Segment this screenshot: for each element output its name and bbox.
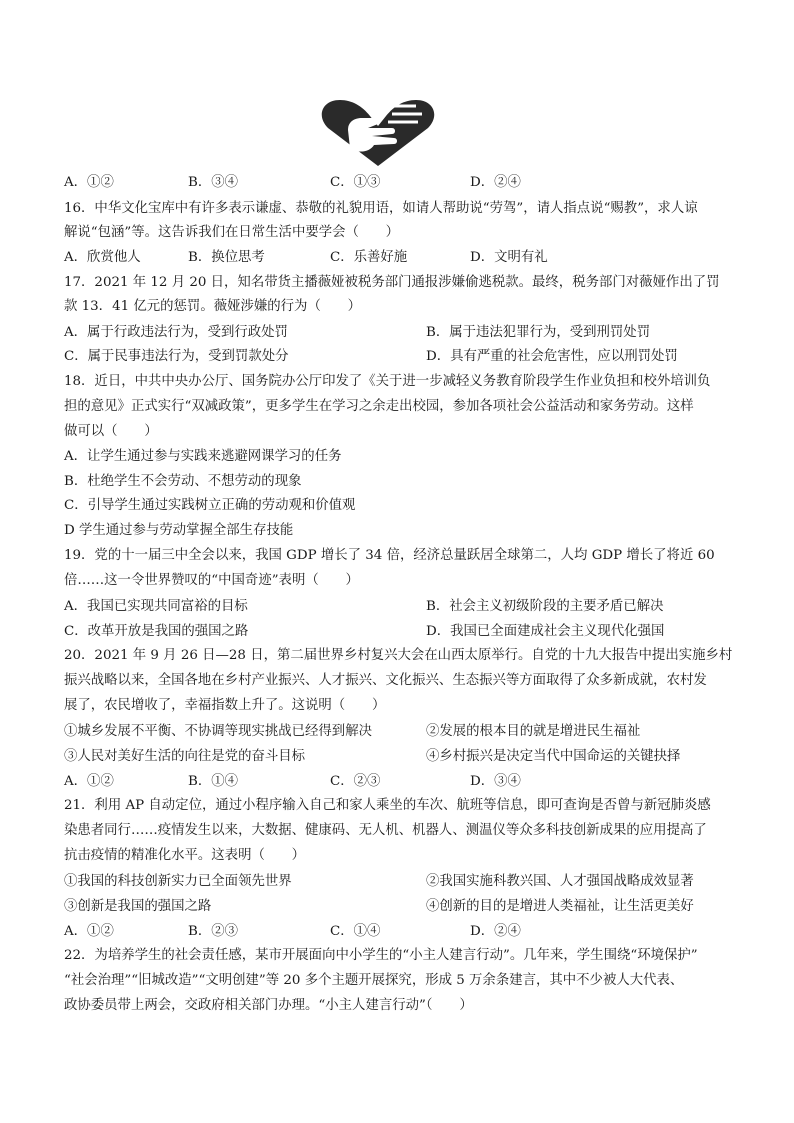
q20-stem-line-1: 20．2021 年 9 月 26 日—28 日，第二届世界乡村复兴大会在山西太原举行。自党的十九大报告中提出实施乡村 xyxy=(64,648,733,663)
q18-option-b: B．杜绝学生不会劳动、不想劳动的现象 xyxy=(64,474,302,489)
q19-option-c: C．改革开放是我国的强国之路 xyxy=(64,624,249,639)
q16-stem-line-2: 解说“包涵”等。这告诉我们在日常生活中要学会（ ） xyxy=(64,225,400,240)
q16-option-a: A．欣赏他人 xyxy=(64,250,141,265)
q15-option-c: C．①③ xyxy=(330,175,381,190)
q21-option-d: D．②④ xyxy=(470,924,521,939)
q17-stem-line-2: 款 13．41 亿元的惩罚。薇娅涉嫌的行为（ ） xyxy=(64,299,362,314)
q20-option-c: C．②③ xyxy=(330,774,381,789)
q19-option-d: D．我国已全面建成社会主义现代化强国 xyxy=(426,624,665,639)
q20-statement-3: ③人民对美好生活的向往是党的奋斗目标 xyxy=(64,749,306,764)
q17-option-b: B．属于违法犯罪行为，受到刑罚处罚 xyxy=(426,325,651,340)
q16-option-c: C．乐善好施 xyxy=(330,250,408,265)
q21-option-a: A．①② xyxy=(64,924,114,939)
q21-statement-4: ④创新的目的是增进人类福祉，让生活更美好 xyxy=(426,899,694,914)
q16-option-b: B．换位思考 xyxy=(188,250,265,265)
q18-option-c: C．引导学生通过实践树立正确的劳动观和价值观 xyxy=(64,498,356,513)
q17-option-c: C．属于民事违法行为，受到罚款处分 xyxy=(64,349,289,364)
q19-stem-line-1: 19．党的十一届三中全会以来，我国 GDP 增长了 34 倍，经济总量跃居全球第二，人均 GDP 增长了将近 60 xyxy=(64,548,715,563)
q20-statement-1: ①城乡发展不平衡、不协调等现实挑战已经得到解决 xyxy=(64,724,372,739)
q22-stem-line-2: “社会治理”“旧城改造”“文明创建”等 20 多个主题开展探究，形成 5 万余条建言，其中不少被人大代表、 xyxy=(64,973,684,988)
q16-option-d: D．文明有礼 xyxy=(470,250,548,265)
q18-stem-line-1: 18．近日，中共中央办公厅、国务院办公厅印发了《关于进一步减轻义务教育阶段学生作业负担和校外培训负 xyxy=(64,374,711,389)
q17-stem-line-1: 17．2021 年 12 月 20 日，知名带货主播薇娅被税务部门通报涉嫌偷逃税款。最终，税务部门对薇娅作出了罚 xyxy=(64,275,720,290)
q17-option-d: D．具有严重的社会危害性，应以刑罚处罚 xyxy=(426,349,678,364)
q21-statement-3: ③创新是我国的强国之路 xyxy=(64,899,212,914)
q21-stem-line-1: 21．利用 AP 自动定位，通过小程序输入自己和家人乘坐的车次、航班等信息，即可查询是否曾与新冠肺炎感 xyxy=(64,798,711,813)
q20-option-b: B．①④ xyxy=(188,774,239,789)
q15-option-d: D．②④ xyxy=(470,175,521,190)
q20-option-a: A．①② xyxy=(64,774,114,789)
q18-stem-line-2: 担的意见》正式实行“双减政策”，更多学生在学习之余走出校园，参加各项社会公益活动和家务劳动。这样 xyxy=(64,399,694,414)
q18-stem-line-3: 做可以（ ） xyxy=(64,424,158,439)
q15-option-a: A．①② xyxy=(64,175,114,190)
q21-option-c: C．①④ xyxy=(330,924,381,939)
q21-option-b: B．②③ xyxy=(188,924,239,939)
q20-statement-4: ④乡村振兴是决定当代中国命运的关键抉择 xyxy=(426,749,681,764)
q20-stem-line-3: 展了，农民增收了，幸福指数上升了。这说明（ ） xyxy=(64,698,386,713)
q20-stem-line-2: 振兴战略以来，全国各地在乡村产业振兴、人才振兴、文化振兴、生态振兴等方面取得了众多新成就，农村发 xyxy=(64,673,707,688)
q19-stem-line-2: 倍……这一令世界赞叹的“中国奇迹”表明（ ） xyxy=(64,573,359,588)
q19-option-b: B．社会主义初级阶段的主要矛盾已解决 xyxy=(426,599,664,614)
q21-stem-line-3: 抗击疫情的精准化水平。这表明（ ） xyxy=(64,848,306,863)
q18-option-a: A．让学生通过参与实践来逃避网课学习的任务 xyxy=(64,449,342,464)
q15-option-b: B．③④ xyxy=(188,175,239,190)
q20-option-d: D．③④ xyxy=(470,774,521,789)
q21-stem-line-2: 染患者同行……疫情发生以来，大数据、健康码、无人机、机器人、测温仪等众多科技创新成果的应用提高了 xyxy=(64,823,707,838)
q22-stem-line-1: 22．为培养学生的社会责任感，某市开展面向中小学生的“小主人建言行动”。几年来，学生围绕“环境保护” xyxy=(64,948,698,963)
q21-statement-1: ①我国的科技创新实力已全面领先世界 xyxy=(64,874,292,889)
q18-option-d: D 学生通过参与劳动掌握全部生存技能 xyxy=(64,523,294,538)
q16-stem-line-1: 16．中华文化宝库中有许多表示谦虚、恭敬的礼貌用语，如请人帮助说“劳驾”，请人指点说“赐教”，求人谅 xyxy=(64,201,698,216)
q21-statement-2: ②我国实施科教兴国、人才强国战略成效显著 xyxy=(426,874,694,889)
q20-statement-2: ②发展的根本目的就是增进民生福祉 xyxy=(426,724,641,739)
q19-option-a: A．我国已实现共同富裕的目标 xyxy=(64,599,248,614)
q22-stem-line-3: 政协委员带上两会，交政府相关部门办理。“小主人建言行动”（ ） xyxy=(64,998,473,1013)
q17-option-a: A．属于行政违法行为，受到行政处罚 xyxy=(64,325,288,340)
heart-hand-logo xyxy=(318,96,438,170)
